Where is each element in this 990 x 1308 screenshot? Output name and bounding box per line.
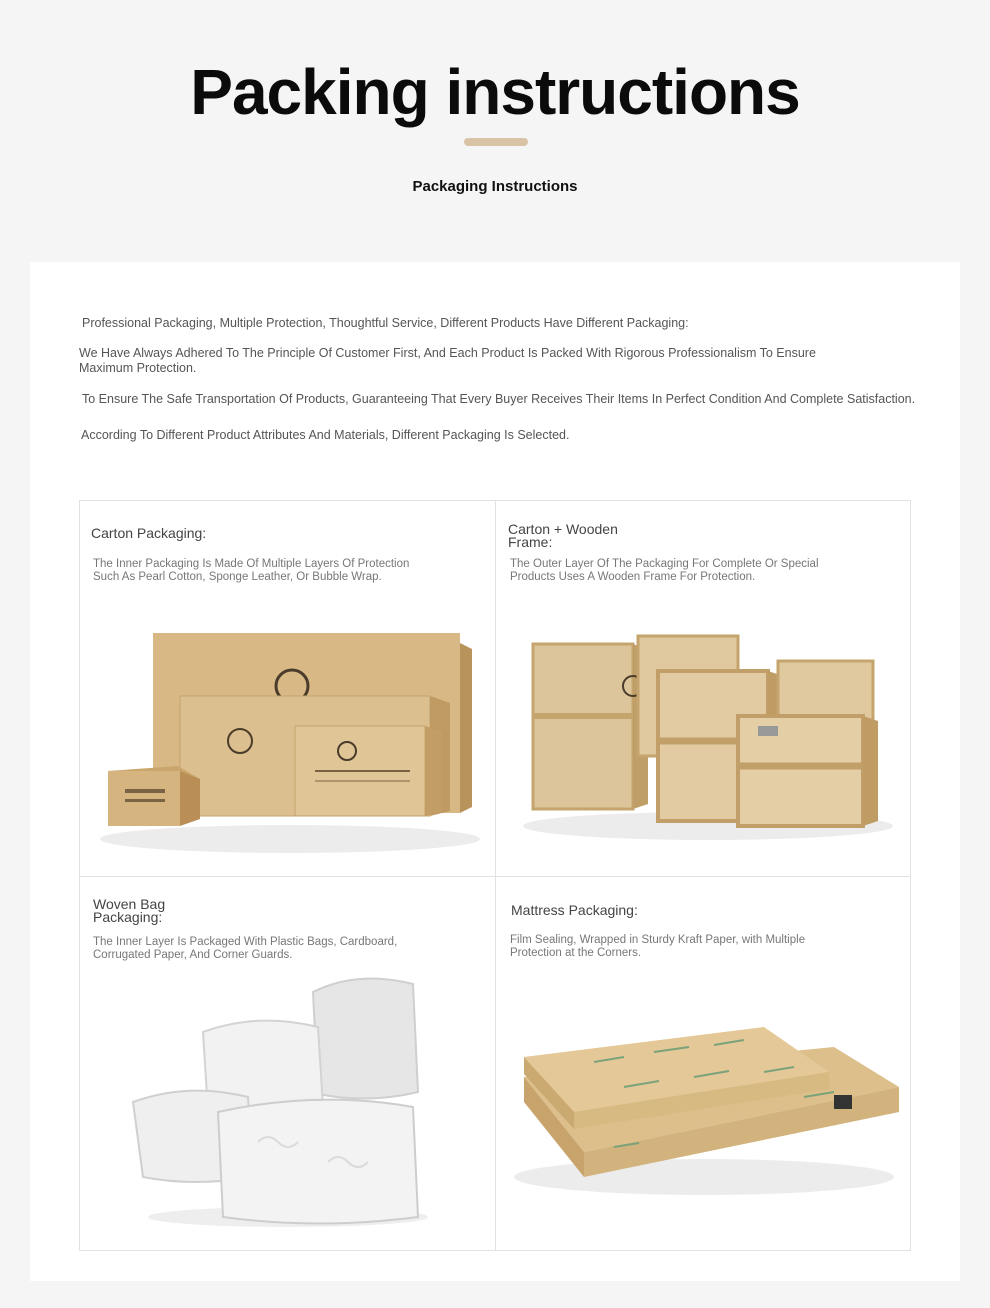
packaging-description: The Inner Packaging Is Made Of Multiple Layers Of Protection Such As Pearl Cotton, Sponge Leather, Or Bubble Wrap.	[93, 558, 410, 583]
intro-paragraph-4: According To Different Product Attributes And Materials, Different Packaging Is Selected.	[81, 428, 570, 442]
packaging-description: The Inner Layer Is Packaged With Plastic Bags, Cardboard, Corrugated Paper, And Corner Guards.	[93, 936, 398, 961]
packaging-description: The Outer Layer Of The Packaging For Complete Or Special Products Uses A Wooden Frame For Protection.	[510, 558, 819, 583]
page-title: Packing instructions	[190, 56, 800, 128]
packaging-card-wooden-frame	[496, 501, 911, 877]
intro-paragraph-3: To Ensure The Safe Transportation Of Products, Guaranteeing That Every Buyer Receives Their Items In Perfect Condition And Complete Satisfaction.	[82, 392, 916, 406]
intro-paragraph-2: We Have Always Adhered To The Principle Of Customer First, And Each Product Is Packed With Rigorous Professionalism To Ensure Maximum Protection.	[79, 346, 816, 375]
page-subtitle: Packaging Instructions	[412, 178, 578, 195]
packaging-title: Woven Bag Packaging:	[93, 896, 166, 925]
woven-bags-image	[128, 972, 448, 1237]
title-underline	[464, 138, 528, 146]
carton-boxes-image	[90, 621, 490, 861]
packaging-card-woven-bag	[80, 877, 496, 1250]
packaging-title: Carton Packaging:	[91, 525, 207, 541]
packaging-title: Mattress Packaging:	[511, 902, 638, 918]
packaging-card-mattress	[496, 877, 911, 1250]
intro-paragraph-1: Professional Packaging, Multiple Protection, Thoughtful Service, Different Products Have Different Packaging:	[82, 316, 689, 330]
packaging-card-carton	[80, 501, 496, 877]
packaging-title: Carton + Wooden Frame:	[508, 521, 618, 550]
wooden-crates-image	[508, 626, 898, 856]
packaging-description: Film Sealing, Wrapped in Sturdy Kraft Paper, with Multiple Protection at the Corners.	[510, 934, 806, 959]
content-card	[30, 262, 960, 1281]
kraft-mattress-image	[504, 1017, 904, 1217]
packaging-grid	[79, 500, 911, 1251]
